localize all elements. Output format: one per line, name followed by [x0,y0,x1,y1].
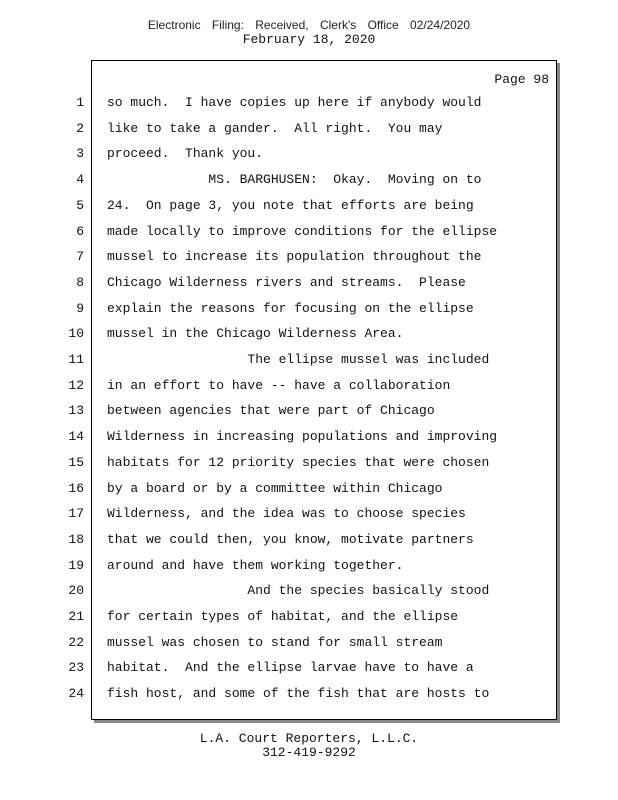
line-text: And the species basically stood [107,583,490,599]
line-number: 24 [68,686,84,702]
line-number: 13 [68,403,84,419]
line-number: 16 [68,480,84,496]
transcript-line [0,301,600,327]
line-number: 9 [76,300,84,316]
transcript-line [0,352,600,378]
transcript-line [0,660,600,686]
transcript-line [0,146,600,172]
line-text: that we could then, you know, motivate partners [107,531,474,547]
line-number: 17 [68,506,84,522]
line-text: fish host, and some of the fish that are hosts to [107,686,490,702]
line-number: 15 [68,454,84,470]
line-number: 2 [76,120,84,136]
line-number: 5 [76,197,84,213]
line-number: 6 [76,223,84,239]
line-text: around and have them working together. [107,557,404,573]
line-text: explain the reasons for focusing on the ellipse [107,300,474,316]
line-text: mussel in the Chicago Wilderness Area. [107,326,404,342]
line-text: between agencies that were part of Chicago [107,403,435,419]
line-text: so much. I have copies up here if anybody would [107,95,482,110]
transcript-line [0,455,600,481]
line-number: 10 [68,326,84,342]
line-number: 12 [68,377,84,393]
line-number: 19 [68,557,84,573]
transcript-line [0,609,600,635]
line-number: 7 [76,249,84,265]
transcript-line [0,224,600,250]
line-text: mussel was chosen to stand for small stream [107,634,443,650]
line-text: Wilderness in increasing populations and improving [107,429,498,445]
transcript-line [0,686,600,712]
line-number: 18 [68,531,84,547]
line-text: in an effort to have -- have a collaboration [107,377,451,393]
transcript-line [0,403,600,429]
line-text: MS. BARGHUSEN: Okay. Moving on to [107,172,482,188]
transcript-line [0,481,600,507]
line-number: 3 [76,146,84,162]
transcript-line [0,635,600,661]
transcript-line [0,506,600,532]
line-number: 4 [76,172,84,188]
transcript-line [0,532,600,558]
transcript-line [0,429,600,455]
transcript-line [0,275,600,301]
page-number: Page 98 [494,72,549,87]
page-header [0,18,618,47]
line-number: 21 [68,609,84,624]
transcript-line [0,172,600,198]
line-text: by a board or by a committee within Chicago [107,480,443,496]
line-text: for certain types of habitat, and the ellipse [107,609,459,624]
line-text: habitats for 12 priority species that were chosen [107,454,490,470]
transcript-line [0,121,600,147]
line-number: 14 [68,429,84,445]
line-text: mussel to increase its population throughout the [107,249,482,265]
filing-stamp: Electronic Filing: Received, Clerk's Office 02/24/2020 [147,18,471,32]
line-text: 24. On page 3, you note that efforts are being [107,197,474,213]
line-text: like to take a gander. All right. You may [107,120,443,136]
line-text: proceed. Thank you. [107,146,264,162]
transcript-date: February 18, 2020 [242,32,376,47]
line-number: 8 [76,274,84,290]
line-text: The ellipse mussel was included [107,352,490,367]
transcript-line [0,249,600,275]
transcript-line [0,378,600,404]
transcript-line [0,95,600,121]
line-number: 20 [68,583,84,599]
transcript-line [0,558,600,584]
page-footer [0,732,618,760]
line-number: 11 [68,352,84,367]
transcript-line [0,326,600,352]
line-text: Wilderness, and the idea was to choose species [107,506,466,522]
reporter-phone: 312-419-9292 [262,745,356,760]
line-text: made locally to improve conditions for the ellipse [107,223,498,239]
line-number: 23 [68,660,84,676]
transcript-line [0,198,600,224]
transcript-line [0,583,600,609]
line-number: 22 [68,634,84,650]
line-text: habitat. And the ellipse larvae have to have a [107,660,474,676]
line-text: Chicago Wilderness rivers and streams. Please [107,274,466,290]
line-number: 1 [76,95,84,110]
reporter-company: L.A. Court Reporters, L.L.C. [199,731,419,746]
